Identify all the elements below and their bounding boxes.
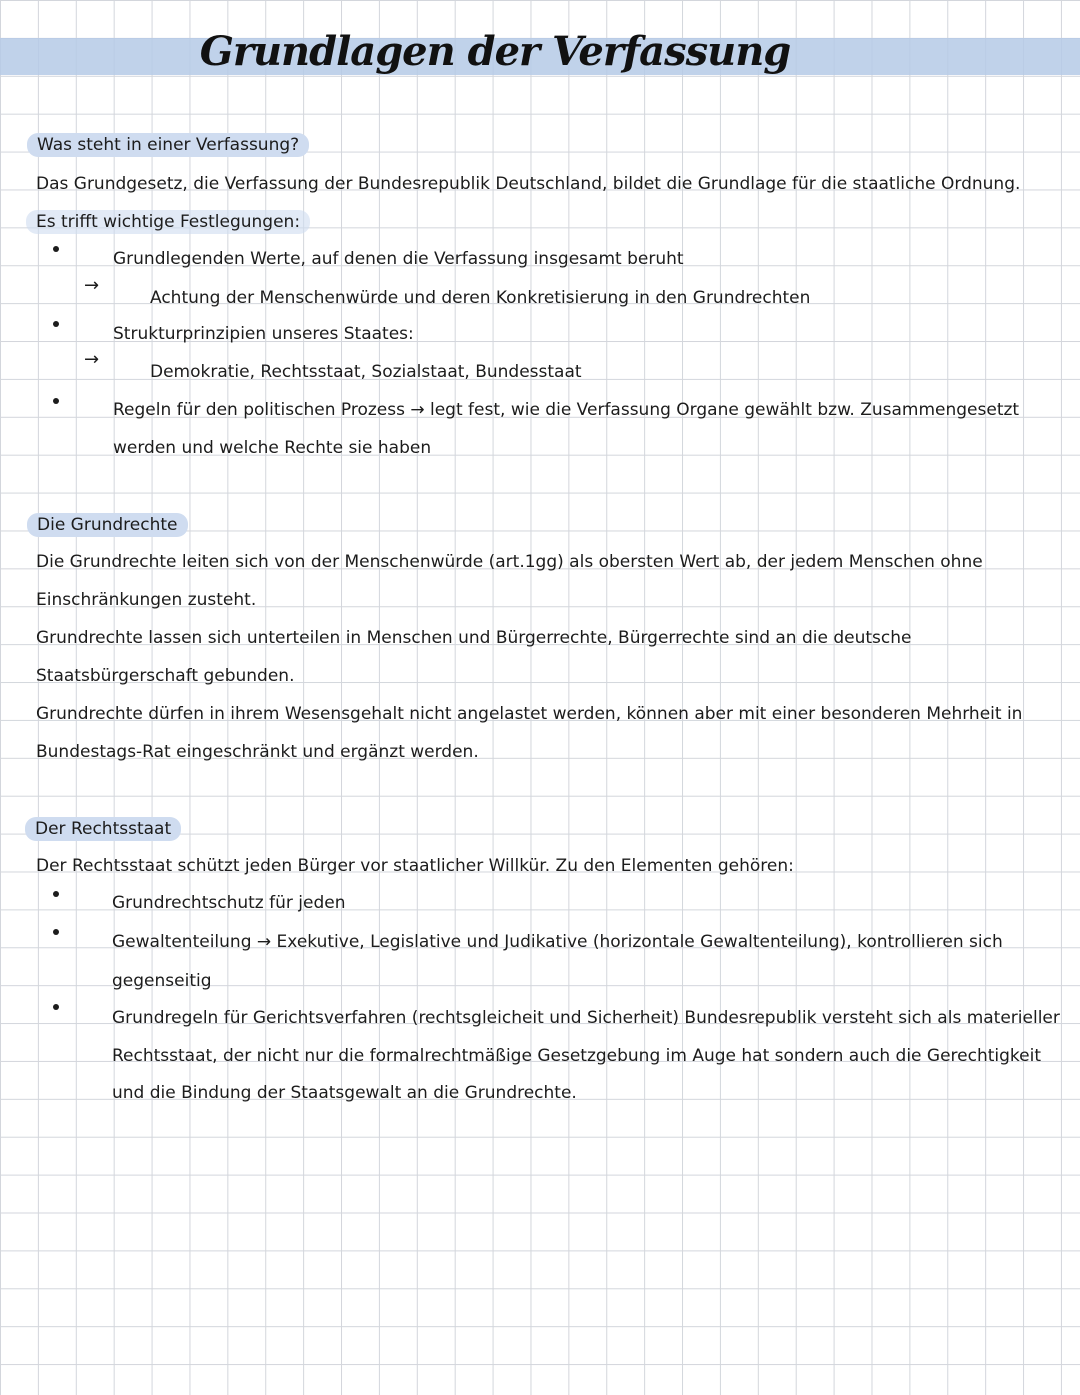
list-item-continuation: und die Bindung der Staatsgewalt an die Grundrechte.	[112, 1083, 577, 1103]
list-item-sub: Achtung der Menschenwürde und deren Konkretisierung in den Grundrechten	[150, 288, 811, 308]
section1-subheading: Es trifft wichtige Festlegungen:	[26, 210, 310, 234]
bullet-icon	[53, 246, 59, 252]
list-item: Gewaltenteilung → Exekutive, Legislative und Judikative (horizontale Gewaltenteilung), kontrollieren sich	[112, 932, 1003, 952]
paragraph-line: Bundestags-Rat eingeschränkt und ergänzt werden.	[36, 742, 479, 762]
section1-intro: Das Grundgesetz, die Verfassung der Bundesrepublik Deutschland, bildet die Grundlage für die staatliche Ordnung.	[36, 174, 1021, 194]
list-item: Regeln für den politischen Prozess → legt fest, wie die Verfassung Organe gewählt bzw. Zusammengesetzt	[113, 400, 1020, 420]
bullet-icon	[53, 398, 59, 404]
list-item-continuation: gegenseitig	[112, 971, 212, 991]
bullet-icon	[53, 1004, 59, 1010]
paragraph-line: Einschränkungen zusteht.	[36, 590, 257, 610]
bullet-icon	[53, 321, 59, 327]
page-title: Grundlagen der Verfassung	[199, 28, 791, 75]
list-item: Grundregeln für Gerichtsverfahren (rechtsgleicheit und Sicherheit) Bundesrepublik versteht sich als materieller	[112, 1008, 1060, 1028]
section-heading-rechtsstaat: Der Rechtsstaat	[25, 817, 181, 841]
section3-intro: Der Rechtsstaat schützt jeden Bürger vor staatlicher Willkür. Zu den Elementen gehören:	[36, 856, 794, 876]
paragraph-line: Grundrechte dürfen in ihrem Wesensgehalt nicht angelastet werden, können aber mit einer besonderen Mehrheit in	[36, 704, 1023, 724]
list-item: Grundlegenden Werte, auf denen die Verfassung insgesamt beruht	[113, 249, 684, 269]
list-item-continuation: Rechtsstaat, der nicht nur die formalrechtmäßige Gesetzgebung im Auge hat sondern auch die Gerechtigkeit	[112, 1046, 1041, 1066]
list-item: Grundrechtschutz für jeden	[112, 893, 346, 913]
paragraph-line: Grundrechte lassen sich unterteilen in Menschen und Bürgerrechte, Bürgerrechte sind an die deutsche	[36, 628, 912, 648]
arrow-right-icon: →	[84, 349, 100, 370]
paragraph-line: Die Grundrechte leiten sich von der Menschenwürde (art.1gg) als obersten Wert ab, der jedem Menschen ohne	[36, 552, 983, 572]
list-item-sub: Demokratie, Rechtsstaat, Sozialstaat, Bundesstaat	[150, 362, 582, 382]
section-heading-verfassung: Was steht in einer Verfassung?	[27, 133, 309, 157]
list-item-continuation: werden und welche Rechte sie haben	[113, 438, 432, 458]
bullet-icon	[53, 891, 59, 897]
paragraph-line: Staatsbürgerschaft gebunden.	[36, 666, 295, 686]
section-heading-grundrechte: Die Grundrechte	[27, 513, 188, 537]
arrow-right-icon: →	[84, 275, 100, 296]
list-item: Strukturprinzipien unseres Staates:	[113, 324, 414, 344]
bullet-icon	[53, 929, 59, 935]
